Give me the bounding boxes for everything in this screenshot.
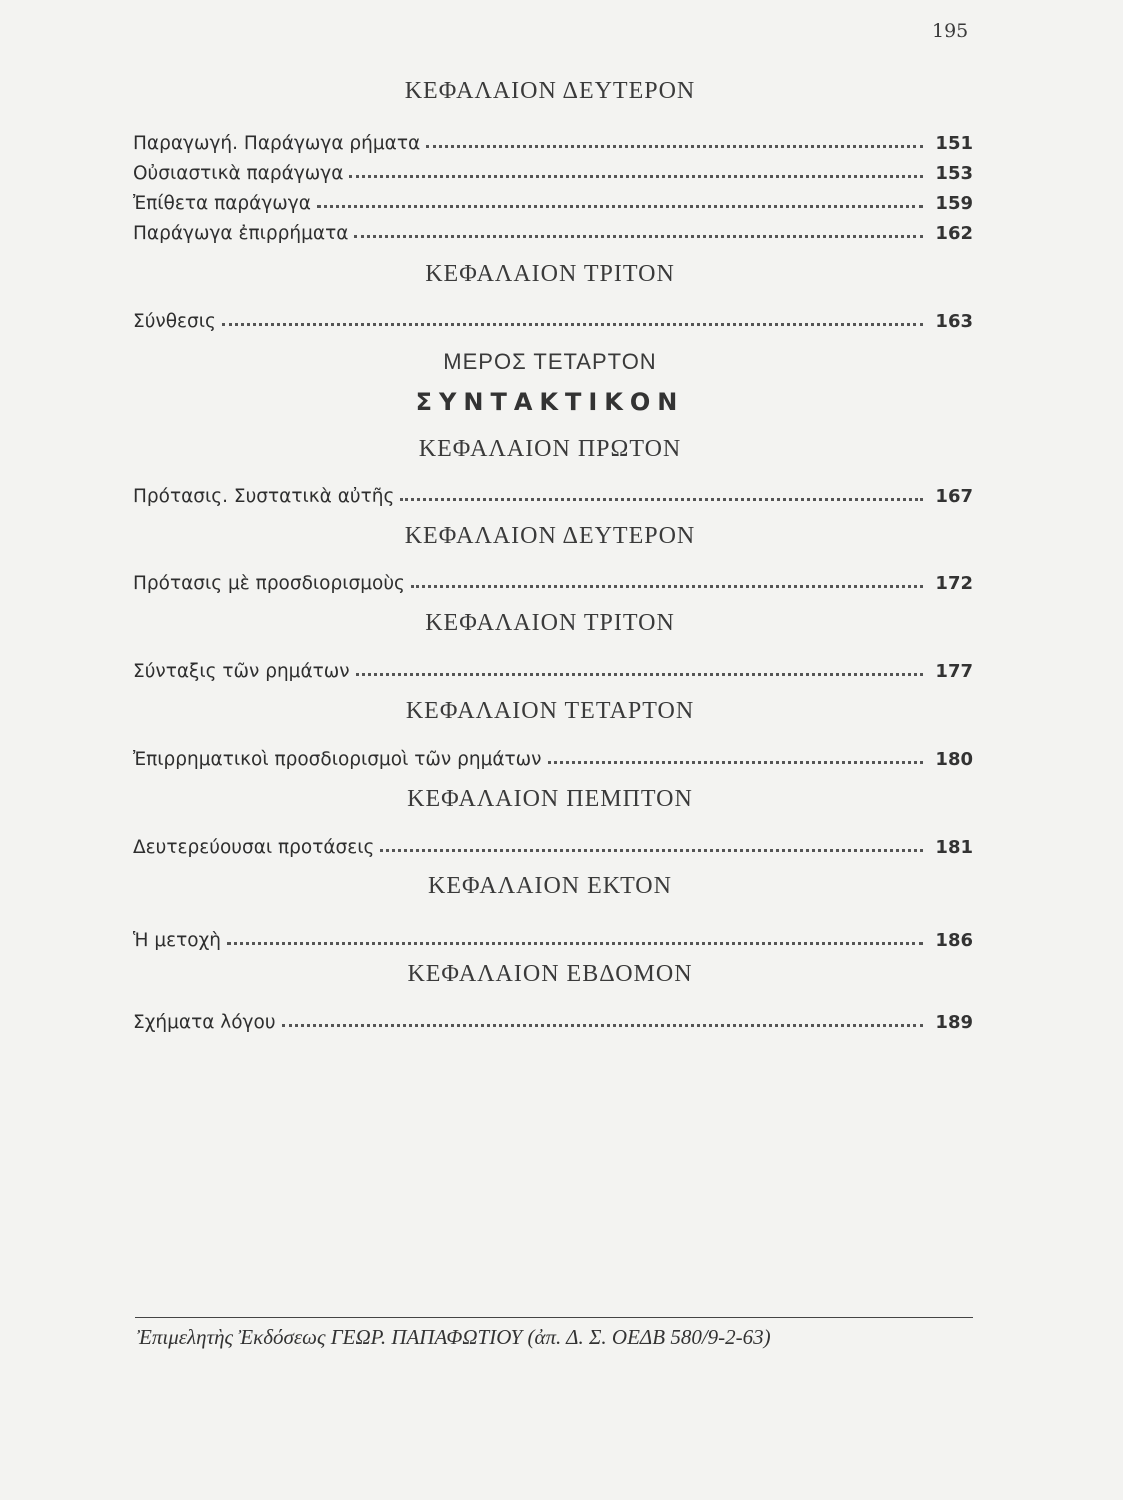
chapter-heading: ΚΕΦΑΛΑΙΟΝ ΤΕΤΑΡΤΟΝ xyxy=(405,698,695,724)
dot-leader xyxy=(411,585,923,588)
toc-entry-page: 186 xyxy=(935,930,973,951)
toc-entry-page: 167 xyxy=(935,486,973,507)
page-number: 195 xyxy=(932,20,969,42)
dot-leader xyxy=(356,673,923,676)
chapter-heading: ΚΕΦΑΛΑΙΟΝ ΠΡΩΤΟΝ xyxy=(418,436,682,462)
toc-entry xyxy=(133,477,973,507)
dot-leader xyxy=(227,942,923,945)
toc-entry-title: Δευτερεύουσαι προτάσεις xyxy=(133,837,375,858)
dot-leader xyxy=(400,498,923,501)
dot-leader xyxy=(354,235,923,238)
dot-leader xyxy=(426,145,923,148)
toc-entry-page: 163 xyxy=(935,311,973,332)
toc-entry-title: Σύνθεσις xyxy=(133,311,216,332)
toc-entry xyxy=(133,921,973,951)
toc-entry xyxy=(133,828,973,858)
dot-leader xyxy=(282,1024,923,1027)
toc-entry-title: Ἐπιρρηματικοὶ προσδιορισμοὶ τῶν ρημάτων xyxy=(133,749,542,770)
toc-entry-page: 172 xyxy=(935,573,973,594)
chapter-heading: ΚΕΦΑΛΑΙΟΝ ΕΚΤΟΝ xyxy=(428,873,672,899)
toc-entry-title: Σχήματα λόγου xyxy=(133,1012,276,1033)
toc-entry-page: 180 xyxy=(935,749,973,770)
toc-entry xyxy=(133,302,973,332)
chapter-heading: ΚΕΦΑΛΑΙΟΝ ΤΡΙΤΟΝ xyxy=(425,610,675,636)
toc-entry-title: Παράγωγα ἐπιρρήματα xyxy=(133,223,349,244)
toc-entry-title: Ἐπίθετα παράγωγα xyxy=(133,193,311,214)
toc-entry xyxy=(133,214,973,244)
dot-leader xyxy=(222,323,923,326)
footer-rule xyxy=(135,1317,973,1318)
toc-entry xyxy=(133,124,973,154)
toc-entry-title: Σύνταξις τῶν ρημάτων xyxy=(133,661,350,682)
part-title: ΣΥΝΤΑΚΤΙΚΟΝ xyxy=(415,388,685,416)
toc-entry-title: Πρότασις μὲ προσδιορισμοὺς xyxy=(133,573,405,594)
toc-entry-page: 159 xyxy=(935,193,973,214)
toc-entry xyxy=(133,154,973,184)
toc-entry xyxy=(133,184,973,214)
dot-leader xyxy=(548,761,923,764)
toc-entry-page: 162 xyxy=(935,223,973,244)
chapter-heading: ΚΕΦΑΛΑΙΟΝ ΤΡΙΤΟΝ xyxy=(425,261,675,287)
toc-entry xyxy=(133,564,973,594)
toc-entry xyxy=(133,1003,973,1033)
toc-entry-title: Ἡ μετοχὴ xyxy=(133,930,221,951)
toc-entry-title: Παραγωγή. Παράγωγα ρήματα xyxy=(133,133,421,154)
toc-entry-page: 153 xyxy=(935,163,973,184)
chapter-heading: ΚΕΦΑΛΑΙΟΝ ΕΒΔΟΜΟΝ xyxy=(407,961,693,987)
toc-entry-page: 181 xyxy=(935,837,973,858)
toc-entry-page: 189 xyxy=(935,1012,973,1033)
toc-entry xyxy=(133,740,973,770)
toc-entry-title: Οὐσιαστικὰ παράγωγα xyxy=(133,163,344,184)
toc-entry-page: 151 xyxy=(935,133,973,154)
dot-leader xyxy=(349,175,923,178)
chapter-heading: ΚΕΦΑΛΑΙΟΝ ΠΕΜΠΤΟΝ xyxy=(407,786,693,812)
toc-entry xyxy=(133,652,973,682)
toc-entry-title: Πρότασις. Συστατικὰ αὐτῆς xyxy=(133,486,395,507)
chapter-heading: ΚΕΦΑΛΑΙΟΝ ΔΕΥΤΕΡΟΝ xyxy=(404,523,696,549)
editor-credit: Ἐπιμελητὴς Ἐκδόσεως ΓΕΩΡ. ΠΑΠΑΦΩΤΙΟΥ (ἀπ. Δ. Σ. ΟΕΔΒ 580/9-2-63) xyxy=(137,1325,771,1349)
chapter-heading: ΚΕΦΑΛΑΙΟΝ ΔΕΥΤΕΡΟΝ xyxy=(404,78,696,104)
toc-entry-page: 177 xyxy=(935,661,973,682)
part-heading: ΜΕΡΟΣ ΤΕΤΑΡΤΟΝ xyxy=(443,349,657,374)
dot-leader xyxy=(380,849,923,852)
dot-leader xyxy=(317,205,923,208)
